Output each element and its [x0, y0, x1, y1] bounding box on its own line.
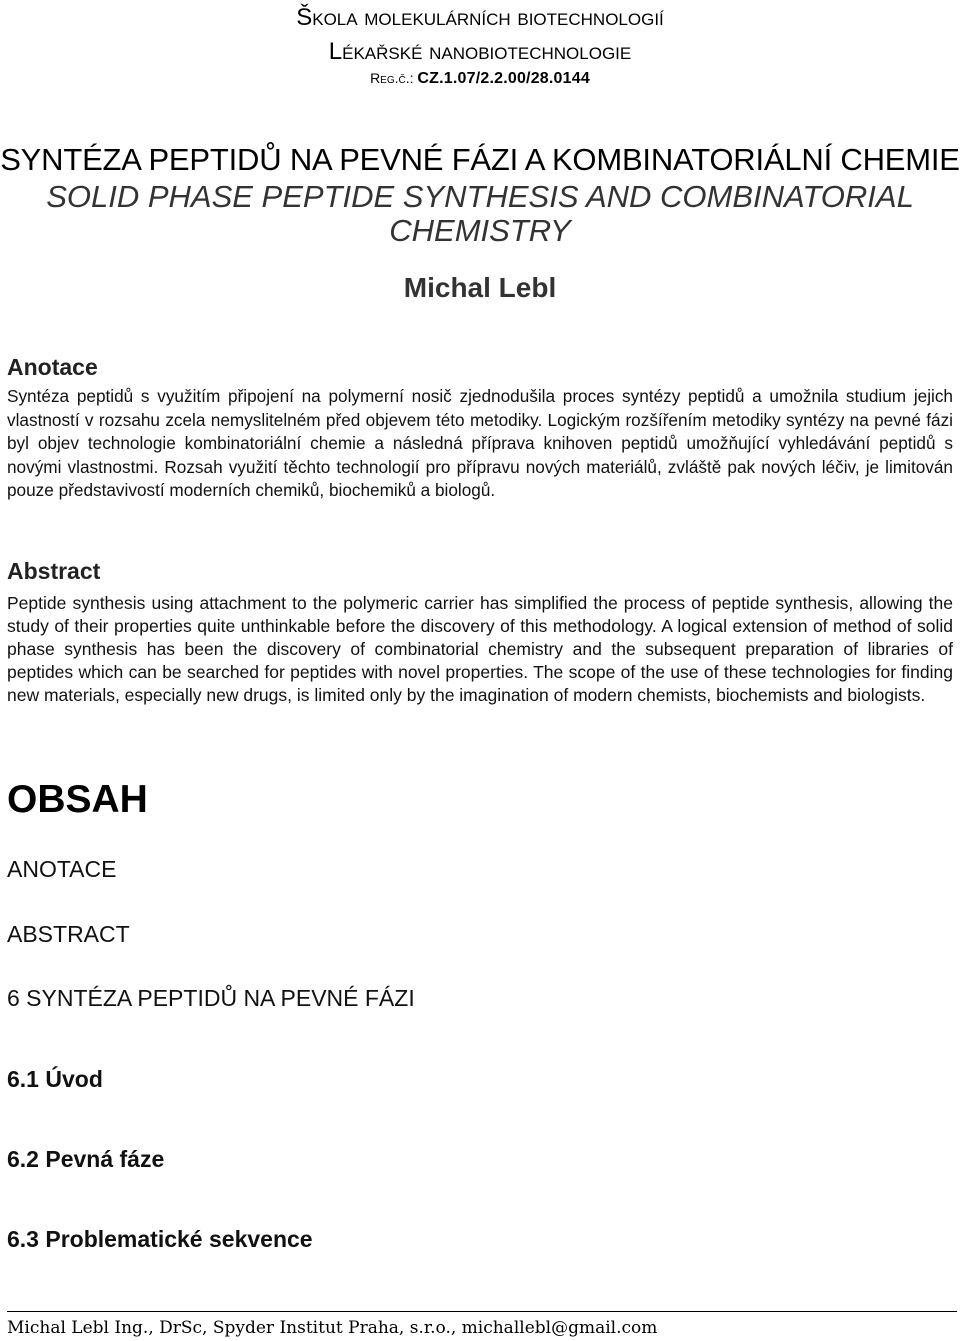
abstract-heading: Abstract: [7, 558, 101, 584]
program-name: Lékařské nanobiotechnologie: [328, 38, 632, 65]
anotace-heading: Anotace: [7, 354, 98, 380]
toc-item-anotace[interactable]: ANOTACE: [7, 856, 117, 882]
registration-number: [0, 70, 960, 88]
school-name: Škola molekulárních biotechnologií: [296, 4, 664, 31]
registration-prefix: Reg.č.:: [370, 70, 414, 86]
toc-item-chapter-6[interactable]: 6 SYNTÉZA PEPTIDŮ NA PEVNÉ FÁZI: [7, 985, 415, 1011]
document-title-czech: SYNTÉZA PEPTIDŮ NA PEVNÉ FÁZI A KOMBINATORIÁLNÍ CHEMIE: [0, 142, 960, 177]
toc-item-6-2[interactable]: 6.2 Pevná fáze: [7, 1146, 165, 1172]
anotace-paragraph: Syntéza peptidů s využitím připojení na polymerní nosič zjednodušila proces syntézy peptidů a umožnila studium jejich vlastností v rozsahu zcela nemyslitelném před objevem této metodiky. Logickým rozšířením metodiky syntézy na pevné fázi byl objev technologie kombinatoriální chemie a následná příprava knihoven peptidů umožňující vyhledávání peptidů s novými vlastnostmi. Rozsah využití těchto technologií pro přípravu nových materiálů, zvláště pak nových léčiv, je limitován pouze představivostí moderních chemiků, biochemiků a biologů.: [7, 386, 953, 500]
contents-heading: OBSAH: [7, 778, 148, 821]
registration-code: CZ.1.07/2.2.00/28.0144: [417, 70, 590, 87]
toc-item-6-3[interactable]: 6.3 Problematické sekvence: [7, 1226, 313, 1252]
toc-item-6-1[interactable]: 6.1 Úvod: [7, 1066, 103, 1092]
author-name: Michal Lebl: [403, 272, 557, 303]
toc-item-abstract[interactable]: ABSTRACT: [7, 921, 130, 947]
abstract-paragraph: Peptide synthesis using attachment to the polymeric carrier has simplified the process of peptide synthesis, allowing the study of their properties quite unthinkable before the discovery of this methodology. A logical extension of method of solid phase synthesis has been the discovery of combinatorial chemistry and the subsequent preparation of libraries of peptides which can be searched for peptides with novel properties. The scope of the use of these technologies for finding new materials, especially new drugs, is limited only by the imagination of modern chemists, biochemists and biologists.: [7, 593, 953, 705]
document-title-english: SOLID PHASE PEPTIDE SYNTHESIS AND COMBINATORIAL CHEMISTRY: [46, 179, 914, 248]
footer-divider: [7, 1311, 957, 1312]
footer-text: Michal Lebl Ing., DrSc, Spyder Institut Praha, s.r.o., michallebl@gmail.com: [7, 1318, 658, 1338]
